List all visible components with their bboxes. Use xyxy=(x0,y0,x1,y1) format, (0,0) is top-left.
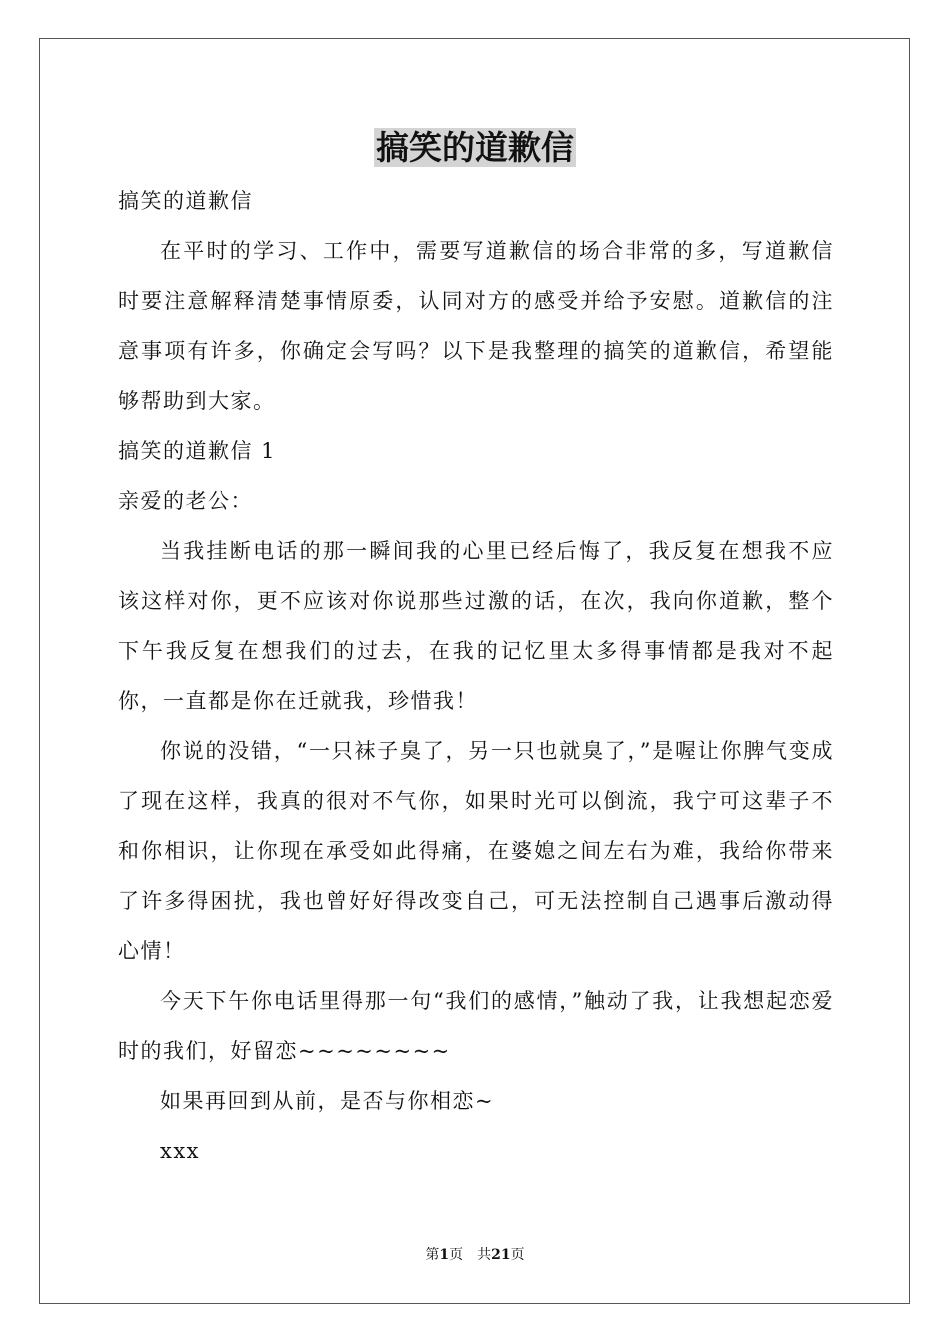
paragraph-salutation: 亲爱的老公： xyxy=(118,489,253,513)
paragraph-body-1: 当我挂断电话的那一瞬间我的心里已经后悔了，我反复在想我不应该这样对你，更不应该对你说那些过激的话，在次，我向你道歉，整个下午我反复在想我们的过去，在我的记忆里太多得事情都是我对不起你，一直都是你在迁就我，珍惜我！ xyxy=(118,539,834,713)
paragraph-signature: xxx xyxy=(160,1139,201,1163)
paragraph-heading: 搞笑的道歉信 xyxy=(118,189,253,213)
paragraph-body-3: 今天下午你电话里得那一句“我们的感情，”触动了我，让我想起恋爱时的我们，好留恋~~~~~~~~ xyxy=(118,989,834,1063)
document-body xyxy=(118,176,834,1176)
page-footer xyxy=(0,1245,950,1265)
paragraph-body-4: 如果再回到从前，是否与你相恋~ xyxy=(160,1089,495,1113)
page-number-total: 21 xyxy=(491,1247,511,1263)
paragraph-intro: 在平时的学习、工作中，需要写道歉信的场合非常的多，写道歉信时要注意解释清楚事情原委，认同对方的感受并给予安慰。道歉信的注意事项有许多，你确定会写吗？以下是我整理的搞笑的道歉信，希望能够帮助到大家。 xyxy=(118,239,834,413)
paragraph-body-2: 你说的没错，“一只袜子臭了，另一只也就臭了，”是喔让你脾气变成了现在这样，我真的很对不气你，如果时光可以倒流，我宁可这辈子不和你相识，让你现在承受如此得痛，在婆媳之间左右为难，我给你带来了许多得困扰，我也曾好好得改变自己，可无法控制自己遇事后激动得心情！ xyxy=(118,739,834,963)
paragraph-subheading: 搞笑的道歉信 1 xyxy=(118,439,277,463)
document-title xyxy=(0,128,950,168)
page-number-prefix: 第 xyxy=(425,1247,440,1263)
page-number-suffix: 页 xyxy=(449,1247,464,1263)
page-total-suffix: 页 xyxy=(510,1247,525,1263)
document-title-text: 搞笑的道歉信 xyxy=(376,128,574,167)
page-number-current: 1 xyxy=(439,1247,450,1263)
page-total-prefix: 共 xyxy=(477,1247,492,1263)
